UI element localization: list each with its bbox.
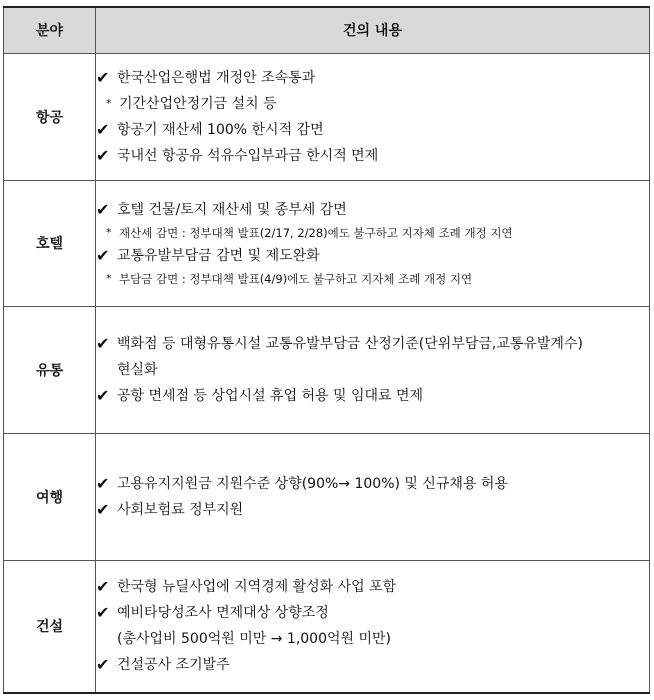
check-mark-icon: ✔ [96, 499, 110, 519]
bullet-item [96, 243, 649, 269]
content-cell [96, 306, 650, 433]
table-row [4, 306, 650, 433]
bullet-item [96, 652, 649, 678]
item-text: 한국산업은행법 개정안 조속통과 [117, 69, 316, 86]
table-body [4, 53, 650, 693]
table-row [4, 53, 650, 180]
item-text: 건설공사 조기발주 [117, 657, 230, 674]
item-text: (총사업비 500억원 미만 → 1,000억원 미만) [117, 631, 391, 648]
table-row [4, 560, 650, 693]
continuation-line [96, 626, 649, 652]
asterisk-icon: * [106, 226, 112, 239]
header-row [4, 7, 650, 53]
check-mark-icon: ✔ [96, 246, 110, 265]
check-mark-icon: ✔ [96, 385, 110, 405]
content-column-header: 건의 내용 [96, 7, 650, 53]
policy-table [3, 6, 650, 694]
check-mark-icon: ✔ [96, 333, 110, 353]
item-text: 공항 면세점 등 상업시설 휴업 허용 및 임대료 면제 [117, 387, 424, 404]
item-text: 기간산업안정기금 설치 등 [119, 95, 277, 112]
item-text: 현실화 [117, 361, 158, 378]
bullet-item [96, 143, 649, 169]
check-mark-icon: ✔ [96, 577, 110, 597]
item-text: 교통유발부담금 감면 및 제도완화 [117, 248, 320, 264]
item-text: 사회보험료 정부지원 [117, 501, 244, 518]
bullet-item [96, 600, 649, 626]
item-text: 국내선 항공유 석유수입부과금 한시적 면제 [117, 147, 379, 164]
sector-cell: 건설 [4, 560, 96, 693]
check-mark-icon: ✔ [96, 655, 110, 675]
content-cell [96, 180, 650, 306]
asterisk-icon: * [106, 272, 112, 285]
sector-cell: 여행 [4, 433, 96, 560]
bullet-item [96, 331, 649, 357]
bullet-item [96, 497, 649, 523]
bullet-item [96, 383, 649, 409]
check-mark-icon: ✔ [96, 473, 110, 493]
note-item [96, 223, 649, 243]
table-row [4, 433, 650, 560]
content-cell [96, 433, 650, 560]
bullet-item [96, 197, 649, 223]
item-text: 항공기 재산세 100% 한시적 감면 [117, 121, 324, 138]
note-item [96, 269, 649, 289]
bullet-item [96, 65, 649, 91]
item-text: 백화점 등 대형유통시설 교통유발부담금 산정기준(단위부담금,교통유발계수) [117, 335, 583, 352]
note-item [96, 91, 649, 117]
sector-column-header: 분야 [4, 7, 96, 53]
table-row [4, 180, 650, 306]
item-text: 호텔 건물/토지 재산세 및 종부세 감면 [117, 202, 347, 218]
bullet-item [96, 117, 649, 143]
item-text: 부담금 감면 : 정부대책 발표(4/9)에도 불구하고 지자체 조례 개정 지연 [119, 272, 473, 286]
item-text: 재산세 감면 : 정부대책 발표(2/17, 2/28)에도 불구하고 지자체 조례 개정 지연 [119, 226, 513, 240]
check-mark-icon: ✔ [96, 200, 110, 219]
asterisk-icon: * [106, 96, 112, 110]
sector-cell: 호텔 [4, 180, 96, 306]
item-text: 예비타당성조사 면제대상 상향조정 [117, 605, 329, 622]
check-mark-icon: ✔ [96, 603, 110, 623]
sector-cell: 항공 [4, 53, 96, 180]
content-cell [96, 53, 650, 180]
check-mark-icon: ✔ [96, 145, 110, 165]
check-mark-icon: ✔ [96, 119, 110, 139]
bullet-item [96, 471, 649, 497]
item-text: 한국형 뉴딜사업에 지역경제 활성화 사업 포함 [117, 579, 397, 596]
check-mark-icon: ✔ [96, 67, 110, 87]
content-cell [96, 560, 650, 693]
item-text: 고용유지지원금 지원수준 상향(90%→ 100%) 및 신규채용 허용 [117, 475, 508, 492]
sector-cell: 유통 [4, 306, 96, 433]
continuation-line [96, 357, 649, 383]
bullet-item [96, 574, 649, 600]
